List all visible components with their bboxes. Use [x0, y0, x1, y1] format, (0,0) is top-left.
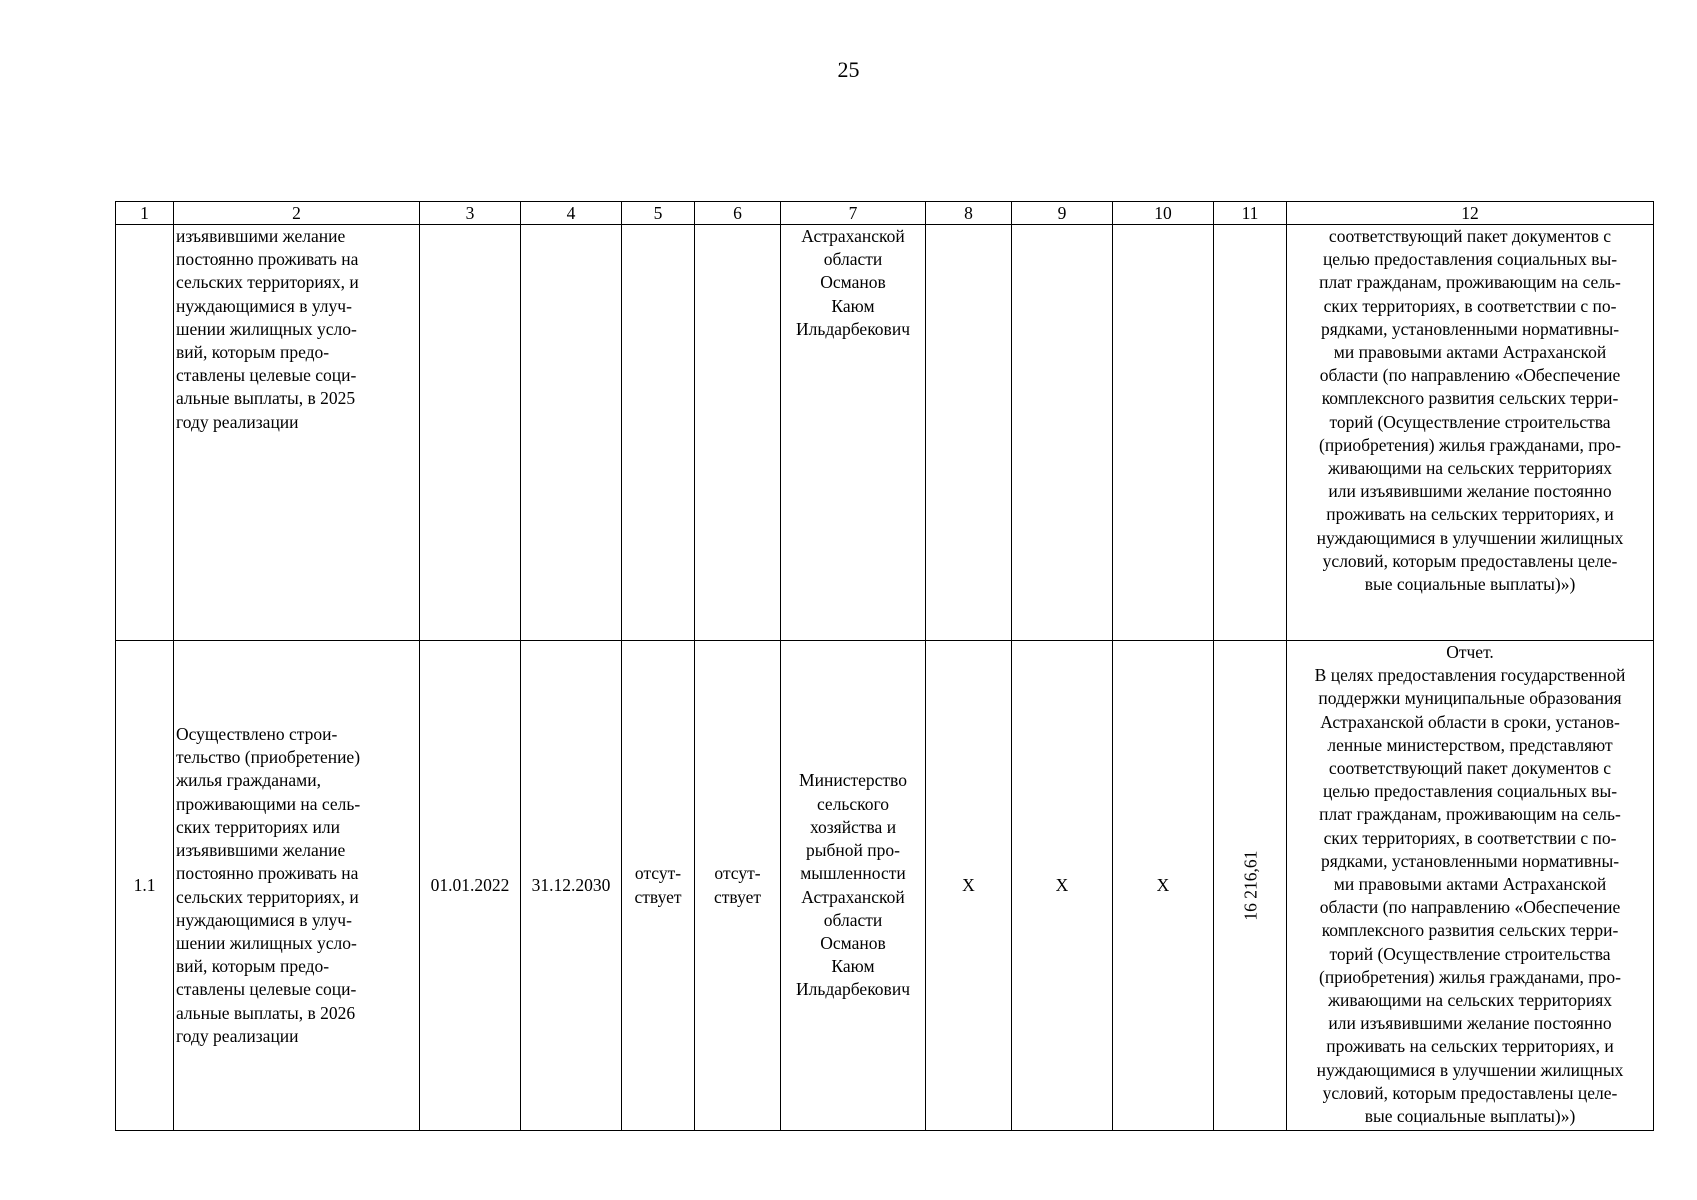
cell-col-6: отсут- ствует [695, 641, 781, 1131]
header-col-10: 10 [1113, 202, 1214, 225]
amount-value: 16 216,61 [1240, 850, 1261, 921]
cell-result-name: изъявившими желание постоянно проживать на сельских территориях, и нуждающимися в улуч- шении жилищных усло- вий, которым предо- ставлены целевые соци- альные выплаты, в 2025 году реализации [174, 225, 420, 641]
header-col-4: 4 [521, 202, 622, 225]
report-title: Отчет. [1446, 642, 1494, 662]
measures-table [115, 201, 1654, 1131]
header-col-8: 8 [926, 202, 1012, 225]
header-col-2: 2 [174, 202, 420, 225]
cell-col-5: отсут- ствует [622, 641, 695, 1131]
cell-col-8 [926, 225, 1012, 641]
cell-start-date: 01.01.2022 [420, 641, 521, 1131]
cell-col-10 [1113, 225, 1214, 641]
cell-end-date: 31.12.2030 [521, 641, 622, 1131]
cell-start-date [420, 225, 521, 641]
table-row-1-1 [116, 641, 1654, 1131]
cell-description [1287, 641, 1654, 1131]
cell-col-6 [695, 225, 781, 641]
header-col-1: 1 [116, 202, 174, 225]
report-text: В целях предоставления государственной поддержки муниципальные образования Астраханской области в сроки, установ- ленные министерством, представляют соответствующий пакет документов с целью предоставления социальных вы- плат гражданам, проживающим на сель- ских территориях, в соответствии с по- рядками, установленными нормативны- ми правовыми актами Астраханской области (по направлению «Обеспечение комплексного развития сельских терри- торий (Осуществление строительства (приобретения) жилья гражданами, про- живающими на сельских территориях или изъявившими желание постоянно проживать на сельских территориях, и нуждающимися в улучшении жилищных условий, которым предоставлены целе- вые социальные выплаты)») [1314, 665, 1626, 1127]
cell-number [116, 225, 174, 641]
cell-col-11 [1214, 225, 1287, 641]
header-col-7: 7 [781, 202, 926, 225]
table-row-continuation [116, 225, 1654, 641]
cell-col-9 [1012, 225, 1113, 641]
cell-col-5 [622, 225, 695, 641]
page-number: 25 [837, 57, 860, 82]
header-col-5: 5 [622, 202, 695, 225]
header-col-12: 12 [1287, 202, 1654, 225]
cell-description: соответствующий пакет документов с целью предоставления социальных вы- плат гражданам, проживающим на сель- ских территориях, в соответствии с по- рядками, установленными нормативны- ми правовыми актами Астраханской области (по направлению «Обеспечение комплексного развития сельских терри- торий (Осуществление строительства (приобретения) жилья гражданами, про- живающими на сельских территориях или изъявившими желание постоянно проживать на сельских территориях, и нуждающимися в улучшении жилищных условий, которым предоставлены целе- вые социальные выплаты)») [1287, 225, 1654, 641]
cell-result-name: Осуществлено строи- тельство (приобретение) жилья гражданами, проживающими на сель- ских территориях или изъявившими желание постоянно проживать на сельских территориях, и нуждающимися в улуч- шении жилищных усло- вий, которым предо- ставлены целевые соци- альные выплаты, в 2026 году реализации [174, 641, 420, 1131]
cell-responsible: Министерство сельского хозяйства и рыбной про- мышленности Астраханской области Османов Каюм Ильдарбекович [781, 641, 926, 1131]
cell-number: 1.1 [116, 641, 174, 1131]
header-col-3: 3 [420, 202, 521, 225]
cell-col-10: X [1113, 641, 1214, 1131]
cell-col-9: X [1012, 641, 1113, 1131]
cell-responsible: Астраханской области Османов Каюм Ильдарбекович [781, 225, 926, 641]
header-col-9: 9 [1012, 202, 1113, 225]
header-col-11: 11 [1214, 202, 1287, 225]
cell-end-date [521, 225, 622, 641]
cell-amount [1214, 641, 1287, 1131]
header-col-6: 6 [695, 202, 781, 225]
header-row [116, 202, 1654, 225]
cell-col-8: X [926, 641, 1012, 1131]
